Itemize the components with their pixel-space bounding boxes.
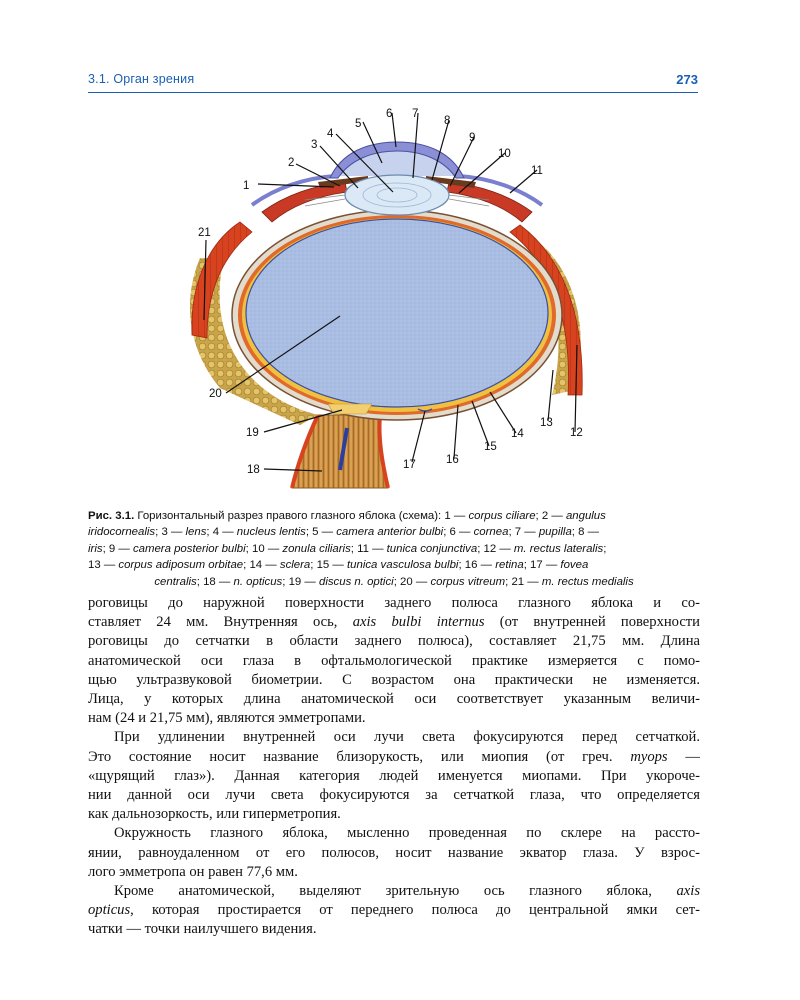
header-rule — [88, 92, 698, 93]
caption-line: centralis; 18 — n. opticus; 19 — discus n. optici; 20 — corpus vitreum; 21 — m. rectus medialis — [154, 575, 634, 588]
section-title: 3.1. Орган зрения — [88, 72, 195, 86]
label-16: 16 — [446, 454, 459, 466]
label-2: 2 — [288, 157, 295, 169]
label-3: 3 — [311, 139, 318, 151]
label-14: 14 — [511, 428, 524, 440]
caption-line: iris; 9 — camera posterior bulbi; 10 — zonula ciliaris; 11 — tunica conjunctiva; 12 — m. rectus lateralis; — [88, 542, 607, 555]
body-line: ставляет 24 мм. Внутренняя ось, axis bulbi internus (от внутренней поверхности — [88, 614, 700, 631]
body-line: Окружность глазного яблока, мысленно проведенная по склере на рассто- — [114, 825, 700, 842]
body-line: При удлинении внутренней оси лучи света фокусируются перед сетчаткой. — [114, 729, 700, 746]
label-19: 19 — [246, 427, 259, 439]
body-line: Это состояние носит название близорукость, или миопия (от греч. myops — — [88, 748, 700, 765]
caption-figure-number: Рис. 3.1. — [88, 510, 135, 522]
label-1: 1 — [243, 180, 250, 192]
body-line: янии, равноудаленном от его полюсов, носит название экватор глаза. У взрос- — [88, 844, 700, 861]
eye-section-figure — [0, 100, 800, 495]
body-text — [88, 594, 700, 940]
body-line: как дальнозоркость, или гиперметропия. — [88, 806, 341, 823]
body-line: чатки — точки наилучшего видения. — [88, 921, 317, 938]
label-9: 9 — [469, 132, 476, 144]
label-8: 8 — [444, 115, 451, 127]
body-line: Лица, у которых длина анатомической оси соответствует указанным величи- — [88, 691, 700, 708]
label-20: 20 — [209, 388, 222, 400]
caption-line: 13 — corpus adiposum orbitae; 14 — sclera; 15 — tunica vasculosa bulbi; 16 — retina; 17 — fovea — [88, 559, 589, 572]
lens — [345, 175, 449, 215]
label-12: 12 — [570, 427, 583, 439]
page-number: 273 — [676, 72, 698, 87]
body-line: нам (24 и 21,75 мм), являются эмметропами. — [88, 710, 366, 727]
label-6: 6 — [386, 108, 393, 120]
leader-13 — [548, 370, 553, 421]
ciliary-body-medial — [262, 182, 347, 222]
body-line: роговицы до наружной поверхности заднего полюса глазного яблока и со- — [88, 595, 700, 611]
body-line: роговицы до сетчатки в области заднего полюса), составляет 21,75 мм. Длина — [88, 633, 700, 650]
body-line: opticus, которая простирается от переднего полюса до центральной ямки сет- — [88, 902, 700, 919]
caption-line: iridocornealis; 3 — lens; 4 — nucleus lentis; 5 — camera anterior bulbi; 6 — cornea; 7 — pupilla; 8 — — [88, 526, 600, 539]
leader-15 — [472, 401, 489, 446]
label-21: 21 — [198, 227, 211, 239]
body-line: лого эмметропа он равен 77,6 мм. — [88, 863, 298, 880]
caption-line: Рис. 3.1. Горизонтальный разрез правого глазного яблока (схема): 1 — corpus ciliare; 2 — angulus — [88, 510, 606, 522]
label-7: 7 — [412, 108, 419, 120]
vitreous-body — [246, 219, 548, 407]
body-line: Кроме анатомической, выделяют зрительную ось глазного яблока, axis — [114, 883, 700, 900]
optic-nerve — [292, 415, 388, 488]
label-10: 10 — [498, 148, 511, 160]
label-4: 4 — [327, 128, 334, 140]
body-line: анатомической оси глаза в офтальмологической практике измеряется с помо- — [88, 652, 700, 669]
label-17: 17 — [403, 459, 416, 471]
label-15: 15 — [484, 441, 497, 453]
eye-diagram — [0, 100, 800, 495]
figure-caption — [88, 508, 700, 590]
body-line: «щурящий глаз»). Данная категория людей именуется миопами. При укороче- — [88, 767, 700, 784]
body-line: щью ультразвуковой биометрии. С возрастом она практически не изменяется. — [88, 671, 700, 688]
body-line: нии данной оси лучи света фокусируются за сетчаткой глаза, что определяется — [88, 787, 700, 804]
label-5: 5 — [355, 118, 362, 130]
label-13: 13 — [540, 417, 553, 429]
label-11: 11 — [531, 165, 543, 177]
label-18: 18 — [247, 464, 260, 476]
running-header — [88, 72, 698, 94]
ciliary-body-lateral — [447, 182, 532, 222]
leader-14 — [490, 392, 516, 433]
